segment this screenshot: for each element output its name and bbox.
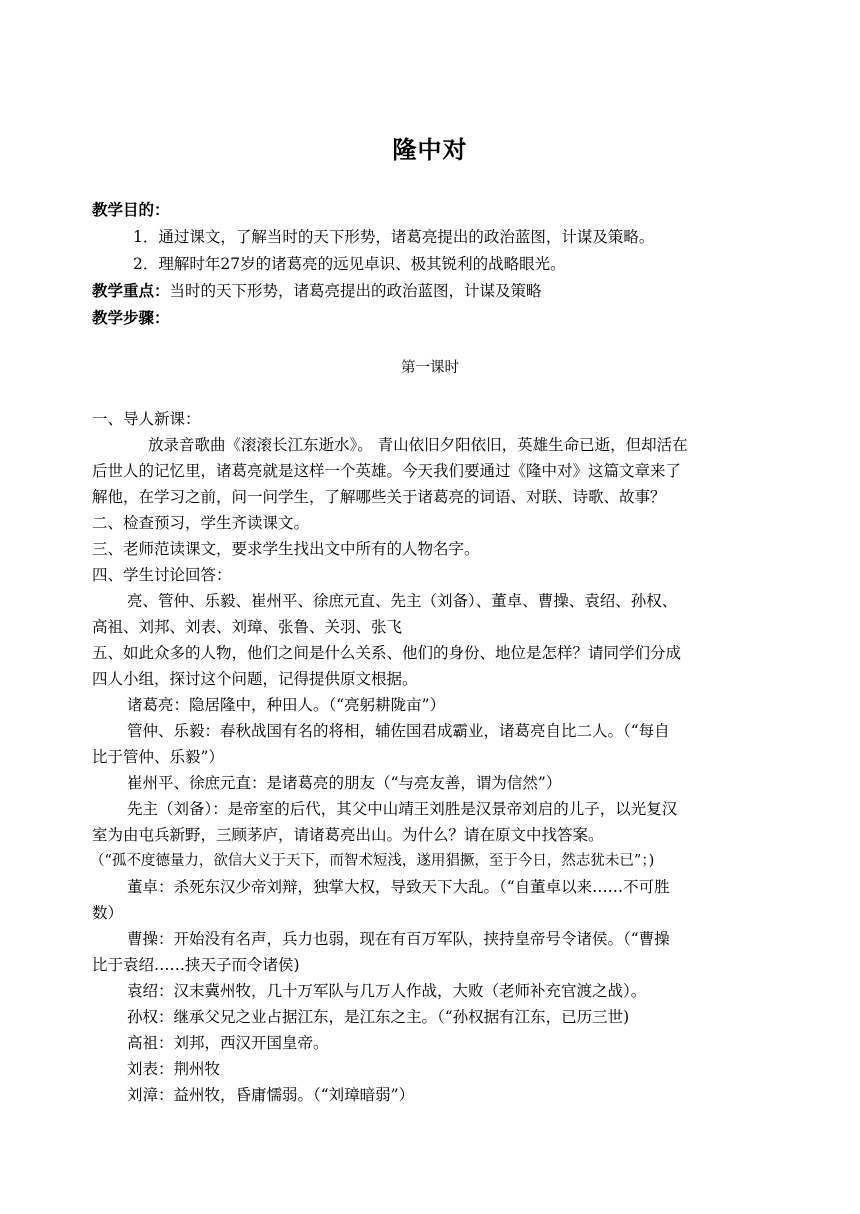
person-cuixu: 崔州平、徐庶元直：是诸葛亮的朋友（“与亮友善，谓为信然”） xyxy=(127,774,562,792)
person-gaozu: 高祖：刘邦，西汉开国皇帝。 xyxy=(127,1034,329,1052)
focus-text: 当时的天下形势，诸葛亮提出的政治蓝图，计谋及策略 xyxy=(169,282,542,300)
s1-paragraph-line: 放录音歌曲《滚滚长江东逝水》。 青山依旧夕阳依旧，英雄生命已逝，但却活在 xyxy=(148,436,688,454)
person-yuanshao: 袁绍：汉末冀州牧，几十万军队与几万人作战，大败（老师补充官渡之战）。 xyxy=(127,982,647,1000)
person-dongzhuo: 董卓：杀死东汉少帝刘辩，独掌大权，导致天下大乱。（“自董卓以来……不可胜 xyxy=(127,878,670,896)
s4-names-line: 亮、管仲、乐毅、崔州平、徐庶元直、先主（刘备）、董卓、曹操、袁绍、孙权、 xyxy=(127,592,678,610)
s4-head: 四、学生讨论回答： xyxy=(92,566,232,584)
person-liubei-quote: （“孤不度德量力，欲信大义于天下，而智术短浅，遂用猖撅，至于今日，然志犹未已”；) xyxy=(90,853,655,869)
s3: 三、老师范读课文，要求学生找出文中所有的人物名字。 xyxy=(92,540,480,558)
objective-item-2: 2．理解时年27岁的诸葛亮的远见卓识、极其锐利的战略眼光。 xyxy=(133,255,566,273)
page-title: 隆中对 xyxy=(392,136,468,164)
person-guanle-cont: 比于管仲、乐毅”） xyxy=(92,748,224,766)
person-caocao: 曹操：开始没有名声，兵力也弱，现在有百万军队，挟持皇帝号令诸侯。（“曹操 xyxy=(127,930,670,948)
person-liubei: 先主（刘备）：是帝室的后代，其父中山靖王刘胜是汉景帝刘启的儿子，以光复汉 xyxy=(127,800,678,818)
person-sunquan: 孙权：继承父兄之业占据江东，是江东之主。（“孙权据有江东，已历三世) xyxy=(127,1008,630,1026)
person-caocao-cont: 比于袁绍……挟天子而令诸侯) xyxy=(92,956,300,974)
section-title: 第一课时 xyxy=(401,360,459,376)
s5-line: 五、如此众多的人物，他们之间是什么关系、他们的身份、地位是怎样？请同学们分成 xyxy=(92,644,682,662)
s4-names-line: 高祖、刘邦、刘表、刘璋、张鲁、关羽、张飞 xyxy=(92,618,403,636)
focus-line xyxy=(92,279,860,303)
s5-line: 四人小组，探讨这个问题，记得提供原文根据。 xyxy=(92,670,418,688)
s2: 二、检查预习，学生齐读课文。 xyxy=(92,514,310,532)
objectives-label: 教学目的： xyxy=(92,201,170,219)
person-guanle: 管仲、乐毅：春秋战国有名的将相，辅佐国君成霸业，诸葛亮自比二人。（“每自 xyxy=(127,722,670,740)
s1-paragraph-line: 后世人的记忆里，诸葛亮就是这样一个英雄。今天我们要通过《隆中对》这篇文章来了 xyxy=(92,462,682,480)
person-zhuge: 诸葛亮：隐居隆中，种田人。（“亮躬耕陇亩”） xyxy=(127,696,446,714)
person-liuzhang: 刘漳：益州牧，昏庸懦弱。（“刘璋暗弱”） xyxy=(127,1086,415,1104)
objective-item-1: 1．通过课文，了解当时的天下形势，诸葛亮提出的政治蓝图，计谋及策略。 xyxy=(133,228,655,246)
person-liubei-cont: 室为由屯兵新野，三顾茅庐，请诸葛亮出山。为什么？请在原文中找答案。 xyxy=(92,826,604,844)
person-dongzhuo-cont: 数） xyxy=(92,904,124,922)
focus-label: 教学重点： xyxy=(92,282,170,300)
s1-paragraph-line: 解他，在学习之前，问一问学生，了解哪些关于诸葛亮的词语、对联、诗歌、故事？ xyxy=(92,488,666,506)
s1-head: 一、导人新课： xyxy=(92,410,201,428)
steps-label: 教学步骤： xyxy=(92,309,170,327)
person-liubiao: 刘表：荆州牧 xyxy=(127,1060,221,1078)
